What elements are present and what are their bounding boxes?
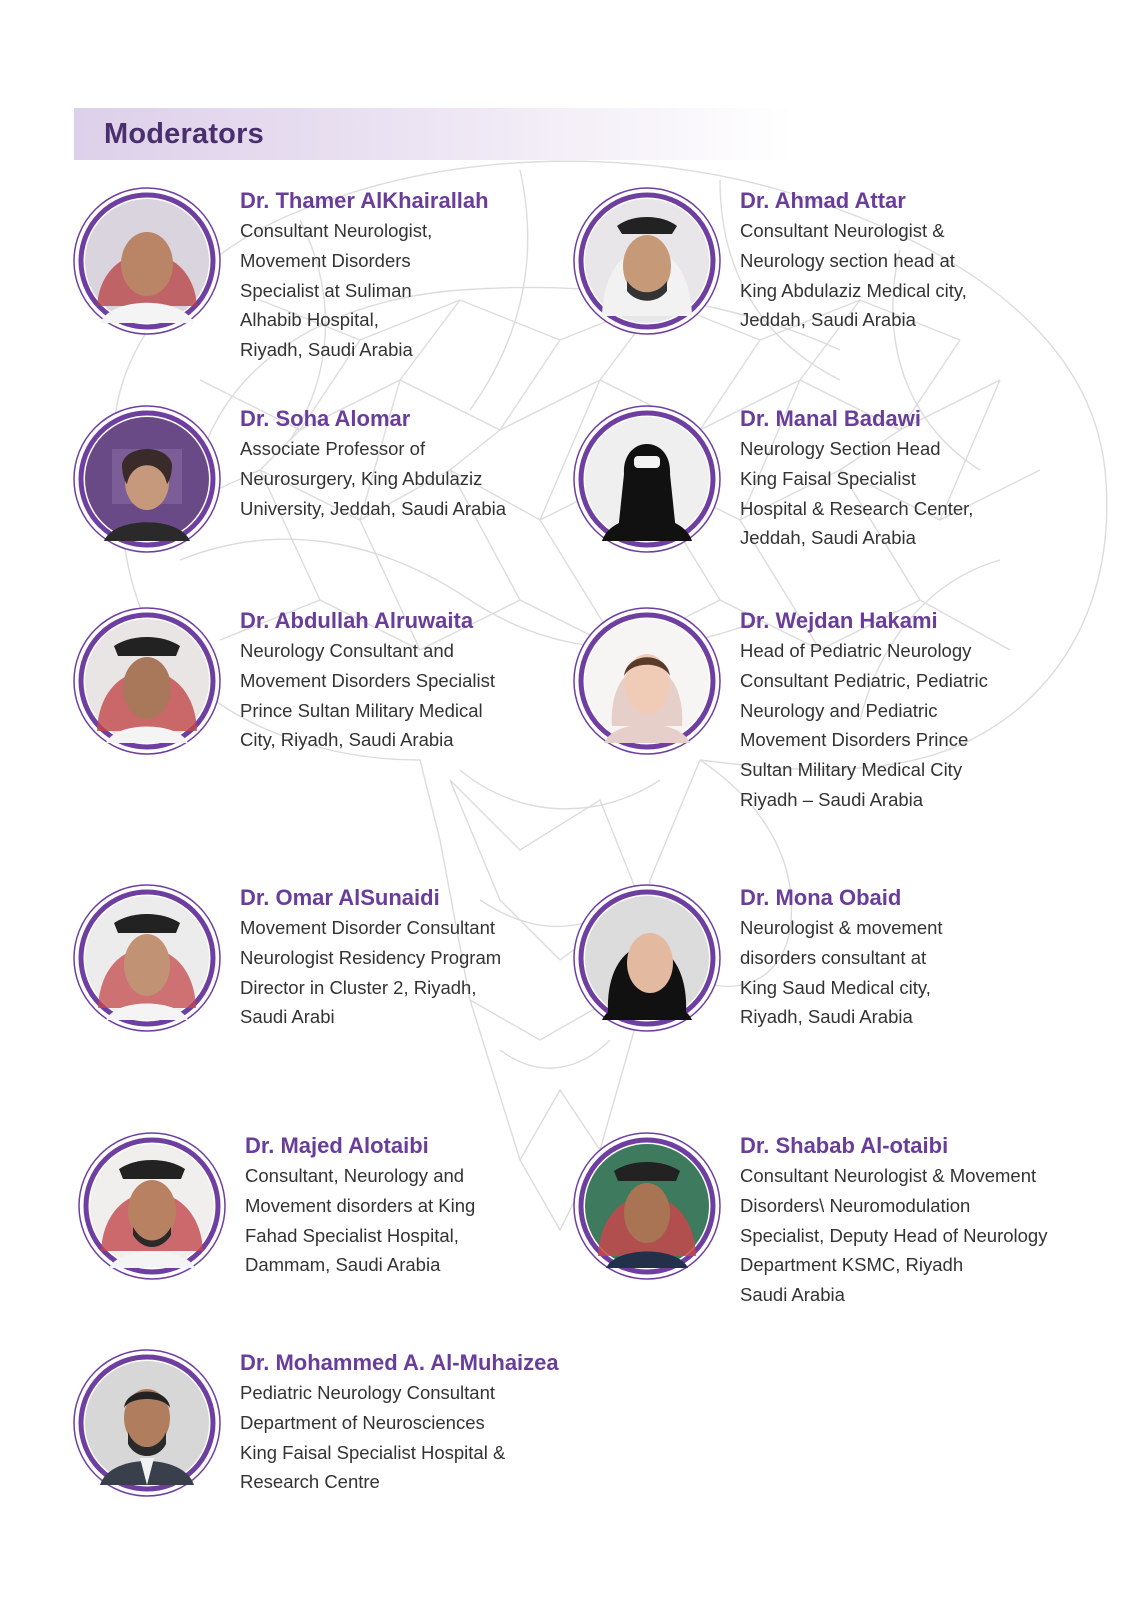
moderator-detail: Neurologist & movement (740, 917, 943, 938)
moderator-name: Dr. Wejdan Hakami (740, 608, 938, 633)
moderator-detail: Riyadh, Saudi Arabia (740, 1006, 913, 1028)
moderator-photo (72, 186, 222, 336)
moderator-detail: Department KSMC, Riyadh (740, 1254, 964, 1276)
moderator-detail: Riyadh – Saudi Arabia (740, 788, 924, 810)
moderator-detail: Head of Pediatric Neurology (740, 640, 972, 661)
moderator-detail: Director in Cluster 2, Riyadh, (240, 976, 477, 998)
moderator-detail: Neurology and Pediatric (740, 699, 938, 721)
moderator-detail: Neurosurgery, King Abdulaziz (240, 467, 483, 489)
moderator-photo (77, 1131, 227, 1281)
moderator-detail: Department of Neurosciences (240, 1411, 485, 1433)
moderator-photo (572, 186, 722, 336)
moderator-detail: Consultant Neurologist, (240, 220, 433, 241)
moderator-detail: King Saud Medical city, (740, 976, 931, 998)
moderator-detail: Movement Disorders Prince (740, 729, 969, 751)
moderator-detail: University, Jeddah, Saudi Arabia (240, 497, 507, 519)
moderator-detail: disorders consultant at (740, 946, 927, 968)
moderator-detail: Movement disorders at King (245, 1194, 476, 1216)
moderator-detail: Pediatric Neurology Consultant (240, 1382, 496, 1403)
moderator-detail: Riyadh, Saudi Arabia (240, 339, 413, 361)
moderator-detail: Consultant Pediatric, Pediatric (740, 669, 988, 691)
moderator-detail: Specialist, Deputy Head of Neurology (740, 1224, 1048, 1246)
moderator-detail: Neurology section head at (740, 249, 955, 271)
moderator-detail: Movement Disorders Specialist (240, 669, 495, 691)
moderator-detail: Neurology Section Head (740, 438, 941, 459)
moderator-detail: Associate Professor of (240, 438, 426, 459)
moderator-detail: Sultan Military Medical City (740, 759, 963, 781)
moderator-detail: Neurologist Residency Program (240, 946, 502, 968)
moderator-detail: Jeddah, Saudi Arabia (740, 309, 916, 331)
moderator-detail: Movement Disorder Consultant (240, 917, 495, 938)
moderator-name: Dr. Omar AlSunaidi (240, 885, 440, 910)
moderator-detail: Hospital & Research Center, (740, 497, 974, 519)
moderator-detail: Saudi Arabi (240, 1006, 335, 1028)
moderator-photo (72, 883, 222, 1033)
moderator-detail: Jeddah, Saudi Arabia (740, 527, 916, 549)
moderator-detail: City, Riyadh, Saudi Arabia (240, 729, 454, 751)
moderator-name: Dr. Shabab Al-otaibi (740, 1133, 949, 1158)
moderator-name: Dr. Majed Alotaibi (245, 1133, 429, 1158)
moderator-detail: Research Centre (240, 1471, 380, 1493)
moderator-detail: King Faisal Specialist Hospital & (240, 1441, 506, 1463)
moderator-detail: King Faisal Specialist (740, 467, 916, 489)
moderator-name: Dr. Soha Alomar (240, 406, 411, 431)
moderator-detail: Consultant Neurologist & Movement (740, 1165, 1037, 1186)
moderator-detail: King Abdulaziz Medical city, (740, 279, 967, 301)
moderator-photo (72, 1348, 222, 1498)
moderator-photo (572, 606, 722, 756)
moderator-detail: Disorders\ Neuromodulation (740, 1194, 971, 1216)
section-title: Moderators (104, 118, 264, 150)
moderator-photo (572, 883, 722, 1033)
moderator-name: Dr. Abdullah Alruwaita (240, 608, 474, 633)
moderator-name: Dr. Ahmad Attar (740, 188, 906, 213)
moderator-name: Dr. Thamer AlKhairallah (240, 188, 489, 213)
moderator-name: Dr. Mona Obaid (740, 885, 902, 910)
moderator-name: Dr. Mohammed A. Al-Muhaizea (240, 1350, 559, 1375)
moderator-name: Dr. Manal Badawi (740, 406, 921, 431)
moderator-photo (572, 1131, 722, 1281)
moderator-detail: Consultant, Neurology and (245, 1165, 465, 1186)
moderator-detail: Movement Disorders (240, 249, 411, 271)
moderator-detail: Alhabib Hospital, (240, 309, 379, 331)
moderator-detail: Specialist at Suliman (240, 279, 412, 301)
moderator-photo (572, 404, 722, 554)
moderator-detail: Prince Sultan Military Medical (240, 699, 483, 721)
moderator-detail: Fahad Specialist Hospital, (245, 1224, 459, 1246)
moderator-photo (72, 606, 222, 756)
moderator-detail: Dammam, Saudi Arabia (245, 1254, 441, 1276)
moderator-detail: Consultant Neurologist & (740, 220, 945, 241)
moderator-photo (72, 404, 222, 554)
moderator-detail: Saudi Arabia (740, 1284, 845, 1306)
moderator-detail: Neurology Consultant and (240, 640, 454, 661)
section-header (74, 108, 794, 160)
